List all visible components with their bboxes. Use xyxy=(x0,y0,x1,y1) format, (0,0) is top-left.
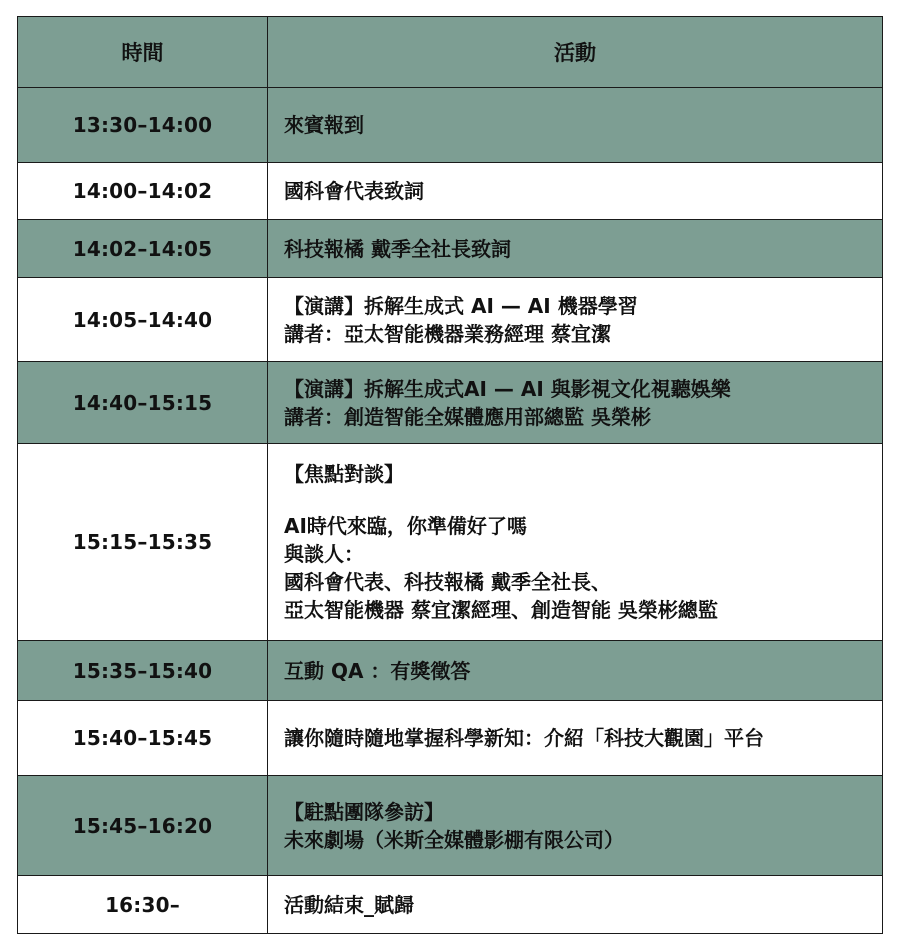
table-row xyxy=(18,362,883,444)
header-time: 時間 xyxy=(18,17,268,88)
time-cell: 15:40–15:45 xyxy=(18,701,268,776)
header-activity: 活動 xyxy=(268,17,883,88)
table-row xyxy=(18,444,883,641)
activity-line: 【駐點團隊參訪】 xyxy=(284,799,444,824)
activity-cell xyxy=(268,163,883,220)
activity-line: 活動結束_賦歸 xyxy=(284,892,414,917)
line-spacer xyxy=(284,488,882,512)
time-cell: 15:45–16:20 xyxy=(18,776,268,876)
activity-cell xyxy=(268,444,883,641)
activity-cell xyxy=(268,876,883,934)
activity-line: 【焦點對談】 xyxy=(284,462,404,486)
activity-line: 未來劇場（米斯全媒體影棚有限公司） xyxy=(284,827,624,852)
time-cell: 15:35–15:40 xyxy=(18,641,268,701)
activity-cell xyxy=(268,362,883,444)
time-cell: 14:00–14:02 xyxy=(18,163,268,220)
time-cell: 14:02–14:05 xyxy=(18,220,268,278)
activity-line: 與談人： xyxy=(284,542,364,566)
activity-line: 來賓報到 xyxy=(284,113,364,137)
time-cell: 14:40–15:15 xyxy=(18,362,268,444)
activity-line: 科技報橘 戴季全社長致詞 xyxy=(284,236,511,261)
time-cell: 15:15–15:35 xyxy=(18,444,268,641)
activity-cell xyxy=(268,220,883,278)
table-row xyxy=(18,278,883,362)
time-cell: 16:30– xyxy=(18,876,268,934)
table-row xyxy=(18,220,883,278)
table-row xyxy=(18,88,883,163)
activity-line: AI時代來臨，你準備好了嗎 xyxy=(284,514,527,538)
activity-cell xyxy=(268,776,883,876)
table-header-row xyxy=(18,17,883,88)
schedule-table xyxy=(17,16,883,934)
time-cell: 14:05–14:40 xyxy=(18,278,268,362)
activity-line: 講者：亞太智能機器業務經理 蔡宜潔 xyxy=(284,321,611,346)
activity-cell xyxy=(268,88,883,163)
activity-line: 互動 QA ：有獎徵答 xyxy=(284,658,471,683)
table-row xyxy=(18,701,883,776)
activity-line: 【演講】拆解生成式AI — AI 與影視文化視聽娛樂 xyxy=(284,376,731,401)
activity-cell xyxy=(268,278,883,362)
table-row xyxy=(18,163,883,220)
activity-cell xyxy=(268,641,883,701)
activity-cell xyxy=(268,701,883,776)
activity-line: 講者：創造智能全媒體應用部總監 吳榮彬 xyxy=(284,404,651,429)
table-row xyxy=(18,641,883,701)
activity-line: 讓你隨時隨地掌握科學新知：介紹「科技大觀園」平台 xyxy=(284,726,764,750)
table-row xyxy=(18,876,883,934)
table-row xyxy=(18,776,883,876)
activity-line: 亞太智能機器 蔡宜潔經理、創造智能 吳榮彬總監 xyxy=(284,598,718,622)
activity-line: 國科會代表致詞 xyxy=(284,179,424,203)
time-cell: 13:30–14:00 xyxy=(18,88,268,163)
activity-line: 【演講】拆解生成式 AI — AI 機器學習 xyxy=(284,293,638,318)
activity-line: 國科會代表、科技報橘 戴季全社長、 xyxy=(284,570,611,594)
